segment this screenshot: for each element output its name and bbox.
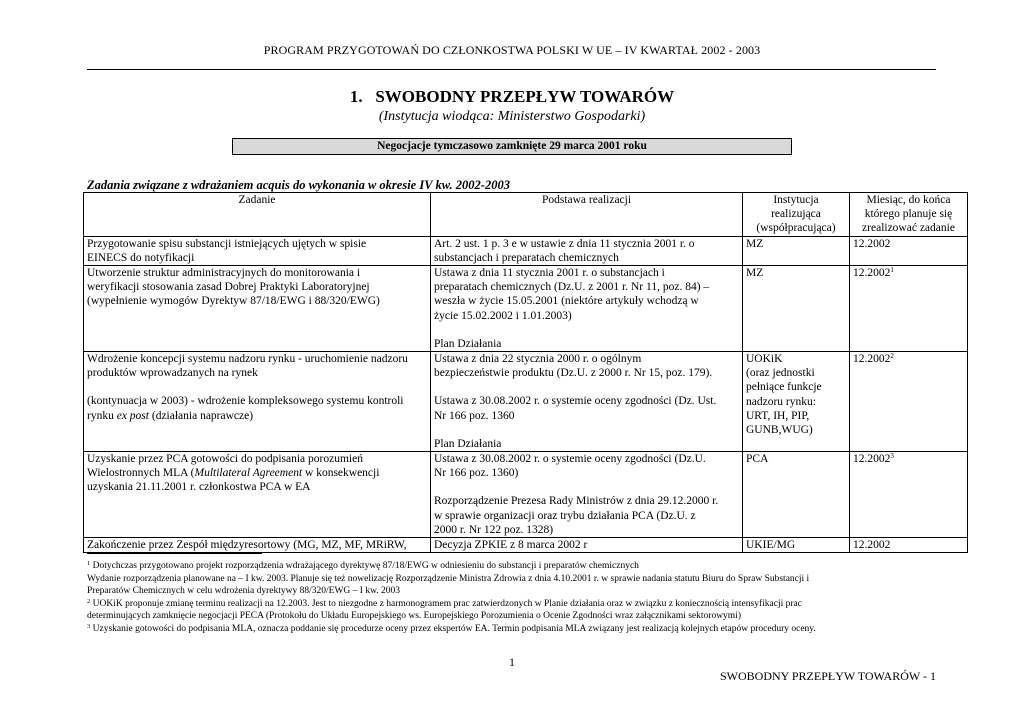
month-cell: 12.2002$^1$: [850, 266, 968, 352]
task-cell: Zakończenie przez Zespół międzyresortowy (MG, MZ, MF, MRiRW,: [84, 538, 431, 553]
header-task: Zadanie: [84, 193, 431, 237]
institution-cell: MZ: [743, 236, 850, 265]
page-number: 1: [509, 655, 515, 669]
running-header: PROGRAM PRZYGOTOWAŃ DO CZŁONKOSTWA POLSKI W UE – IV KWARTAŁ 2002 - 2003: [263, 43, 761, 57]
institution-cell: MZ: [743, 266, 850, 352]
month-cell: 12.2002$^3$: [850, 452, 968, 538]
footnote-1: $^1$ Dotychczas przygotowano projekt rozporządzenia wdrażającego dyrektywę 87/18/EWG w odniesieniu do substancji i preparatów chemicznych: [87, 560, 639, 571]
task-cell: Utworzenie struktur administracyjnych do monitorowania i weryfikacji stosowania zasad Dobrej Praktyki Laboratoryjnej (wypełnienie wymogów Dyrektyw 87/18/EWG i 88/320/EWG): [84, 266, 431, 352]
running-footer: SWOBODNY PRZEPŁYW TOWARÓW - 1: [719, 669, 936, 683]
task-cell: Przygotowanie spisu substancji istniejących ujętych w spisie EINECS do notyfikacji: [84, 236, 431, 265]
basis-cell: Ustawa z 30.08.2002 r. o systemie oceny zgodności (Dz.U. Nr 166 poz. 1360) Rozporządzenie Prezesa Rady Ministrów z dnia 29.12.2000 r. w sprawie organizacji oraz trybu działania PCA (Dz.U. z 2000 r. Nr 122 poz. 1328): [431, 452, 743, 538]
footnote-2: $^2$ UOKiK proponuje zmianę terminu realizacji na 12.2003. Jest to niezgodne z harmonogramem prac zatwierdzonych w Planie działania oraz w związku z koniecznością intensyfikacji prac: [87, 597, 802, 609]
month-cell: 12.2002: [850, 236, 968, 265]
table-row: [84, 452, 968, 538]
task-cell: Uzyskanie przez PCA gotowości do podpisania porozumień Wielostronnych MLA (Multilateral Agreement w konsekwencji uzyskania 21.11.2001 r. członkostwa PCA w EA: [84, 452, 431, 538]
table-row: [84, 352, 968, 452]
institution-cell: UKIE/MG: [743, 538, 850, 553]
section-title: 1. SWOBODNY PRZEPŁYW TOWARÓW: [349, 87, 675, 106]
basis-cell: Decyzja ZPKIE z 8 marca 2002 r: [431, 538, 743, 553]
tasks-table: [83, 192, 968, 553]
institution-cell: PCA: [743, 452, 850, 538]
footnote-ref: 3: [890, 452, 894, 461]
footnote-1-continued: Preparatów Chemicznych w celu wdrożenia dyrektywy 88/320/EWG – I kw. 2003: [87, 586, 401, 597]
table-header-row: [84, 193, 968, 237]
footnote-divider: [87, 553, 262, 554]
basis-cell: Art. 2 ust. 1 p. 3 e w ustawie z dnia 11 stycznia 2001 r. o substancjach i preparatach chemicznych: [431, 236, 743, 265]
footnotes: [87, 560, 937, 636]
table-heading: Zadania związane z wdrażaniem acquis do wykonania w okresie IV kw. 2002-2003: [87, 178, 510, 192]
header-divider: [87, 69, 936, 70]
table-row: [84, 538, 968, 553]
header-institution: Instytucja realizująca (współpracująca): [743, 193, 850, 237]
footnote-2-continued: determinujących zamknięcie negocjacji PECA (Protokołu do Układu Europejskiego ws. Europejskiego Porozumienia o Ocenie Zgodności wraz załącznikami sektorowymi): [87, 611, 741, 622]
footnote-ref: 1: [890, 266, 894, 275]
table-row: [84, 266, 968, 352]
header-month: Miesiąc, do końca którego planuje się zrealizować zadanie: [850, 193, 968, 237]
month-cell: 12.2002: [850, 538, 968, 553]
task-cell: Wdrożenie koncepcji systemu nadzoru rynku - uruchomienie nadzoru produktów wprowadzanych na rynek (kontynuacja w 2003) - wdrożenie kompleksowego systemu kontroli rynku ex post (działania naprawcze): [84, 352, 431, 452]
footnote-ref: 2: [890, 352, 894, 361]
negotiation-status-box: Negocjacje tymczasowo zamknięte 29 marca 2001 roku: [232, 138, 792, 155]
basis-cell: Ustawa z dnia 22 stycznia 2000 r. o ogólnym bezpieczeństwie produktu (Dz.U. z 2000 r. Nr 15, poz. 179). Ustawa z 30.08.2002 r. o systemie oceny zgodności (Dz. Ust. Nr 166 poz. 1360 Plan Działania: [431, 352, 743, 452]
basis-cell: Ustawa z dnia 11 stycznia 2001 r. o substancjach i preparatach chemicznych (Dz.U. z 2001 r. Nr 11, poz. 84) – weszła w życie 15.05.2001 (niektóre artykuły wchodzą w życie 15.02.2002 i 1.01.2003) Plan Działania: [431, 266, 743, 352]
header-basis: Podstawa realizacji: [431, 193, 743, 237]
footnote-3: $^3$ Uzyskanie gotowości do podpisania MLA, oznacza poddanie się procedurze oceny przez ekspertów EA. Termin podpisania MLA związany jest realizacją kolejnych etapów procedury oceny.: [87, 622, 816, 634]
month-cell: 12.2002$^2$: [850, 352, 968, 452]
section-subtitle: (Instytucja wiodąca: Ministerstwo Gospodarki): [378, 109, 646, 124]
institution-cell: UOKiK (oraz jednostki pełniące funkcje nadzoru rynku: URT, IH, PIP, GUNB,WUG): [743, 352, 850, 452]
table-row: [84, 236, 968, 265]
footnote-1-continued: Wydanie rozporządzenia planowane na – I kw. 2003. Planuje się też nowelizację Rozporządzenie Ministra Zdrowia z dnia 4.10.2001 r. w sprawie nadania statutu Biuru do Spraw Substancji i: [87, 573, 810, 584]
